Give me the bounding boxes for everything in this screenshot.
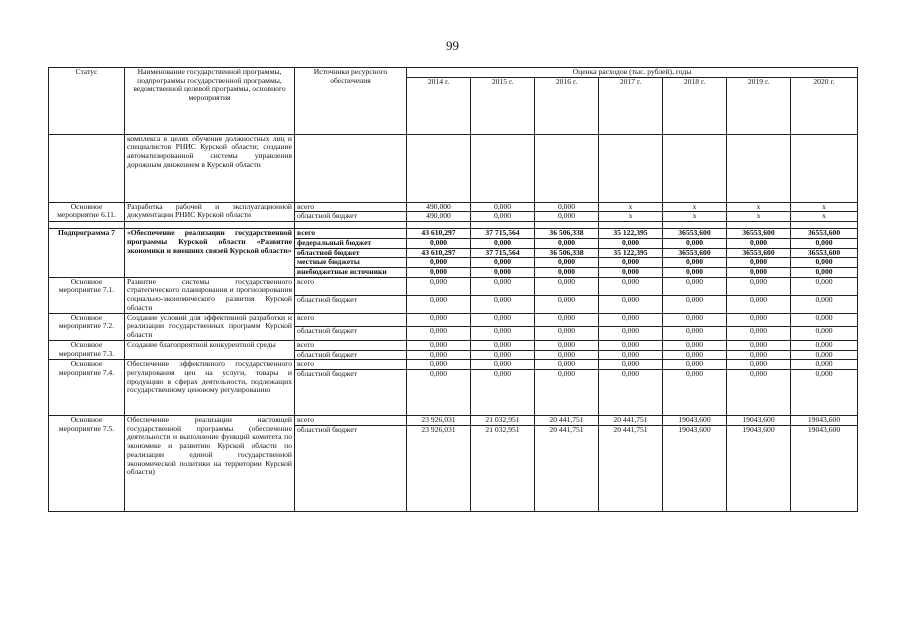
header-row [49,68,858,78]
header-year: 2020 г. [791,77,858,134]
value-cell: 20 441,751 [535,415,599,425]
value-cell: 19043,600 [727,415,791,425]
value-cell: 0,000 [535,327,599,341]
status-cell: Подпрограмма 7 [49,229,125,278]
value-cell: 20 441,751 [599,425,663,511]
header-status: Статус [49,68,125,135]
name-cell: Обеспечение реализации настоящей государственной программы (обеспечение деятельности и выполнение функций комитета по экономике и развитию Курской области по реализации единой государственной экономической политики на территории Курской области) [125,415,295,511]
header-year: 2014 г. [407,77,471,134]
table-row [49,134,858,202]
value-cell: 0,000 [727,327,791,341]
name-cell: Создание благоприятной конкурентной среды [125,340,295,359]
table-row [49,415,858,425]
value-cell: 0,000 [535,238,599,248]
value-cell: 0,000 [407,238,471,248]
source-cell: областной бюджет [295,248,407,258]
value-cell: 0,000 [663,277,727,295]
value-cell: 0,000 [599,327,663,341]
value-cell: 20 441,751 [535,425,599,511]
header-source: Источники ресурсного обеспечения [295,68,407,135]
value-cell: 43 610,297 [407,229,471,239]
source-cell: всего [295,202,407,212]
value-cell: 19043,600 [663,425,727,511]
value-cell: 0,000 [663,268,727,278]
value-cell: 0,000 [407,277,471,295]
status-cell: Основное мероприятие 6.11. [49,202,125,221]
value-cell: x [727,212,791,222]
value-cell: 35 122,395 [599,229,663,239]
value-cell: 0,000 [727,258,791,268]
status-cell [49,134,125,202]
value-cell: 0,000 [791,360,858,370]
value-cell: 0,000 [599,268,663,278]
header-year: 2019 г. [727,77,791,134]
value-cell: 0,000 [535,277,599,295]
value-cell: x [663,212,727,222]
header-year: 2017 г. [599,77,663,134]
value-cell: 0,000 [407,268,471,278]
source-cell: областной бюджет [295,295,407,313]
source-cell: всего [295,340,407,350]
value-cell: x [599,202,663,212]
value-cell: 0,000 [791,295,858,313]
value-cell: 0,000 [471,295,535,313]
header-name: Наименование государственной программы, подпрограммы государственной программы, ведомственной целевой программы, основного мероприятия [125,68,295,135]
value-cell: 0,000 [599,313,663,327]
value-cell: x [727,202,791,212]
value-cell: 0,000 [663,238,727,248]
value-cell: 21 032,951 [471,425,535,511]
value-cell: 0,000 [535,369,599,415]
value-cell: 0,000 [535,295,599,313]
value-cell: 21 032,951 [471,415,535,425]
value-cell: 36553,600 [727,248,791,258]
value-cell: 36553,600 [791,229,858,239]
name-cell: Разработка рабочей и эксплуатационной документации РНИС Курской области [125,202,295,221]
value-cell: 0,000 [407,340,471,350]
value-cell: 490,000 [407,212,471,222]
table-row [49,360,858,370]
value-cell: 0,000 [727,277,791,295]
value-cell: 0,000 [599,340,663,350]
value-cell: 36553,600 [663,229,727,239]
value-cell: 0,000 [535,212,599,222]
value-cell: 0,000 [599,350,663,360]
value-cell: 0,000 [535,202,599,212]
value-cell: 0,000 [727,268,791,278]
value-cell: 0,000 [407,369,471,415]
value-cell: 0,000 [471,313,535,327]
value-cell: 0,000 [791,313,858,327]
value-cell: x [599,212,663,222]
header-year: 2016 г. [535,77,599,134]
value-cell: 19043,600 [791,425,858,511]
value-cell: 0,000 [599,258,663,268]
value-cell: 0,000 [663,295,727,313]
value-cell: 0,000 [471,268,535,278]
name-cell: Создание условий для эффективной разработки и реализации государственных программ Курской области [125,313,295,340]
value-cell: 37 715,564 [471,229,535,239]
value-cell: 36553,600 [663,248,727,258]
value-cell: 0,000 [791,327,858,341]
value-cell: 19043,600 [663,415,727,425]
value-cell: 0,000 [407,350,471,360]
value-cell: 0,000 [727,295,791,313]
value-cell: 37 715,564 [471,248,535,258]
value-cell: 0,000 [471,340,535,350]
source-cell: всего [295,277,407,295]
value-cell: 0,000 [535,268,599,278]
value-cell: 36553,600 [727,229,791,239]
status-cell: Основное мероприятие 7.1. [49,277,125,313]
table-row [49,277,858,295]
header-year: 2015 г. [471,77,535,134]
value-cell: 0,000 [727,369,791,415]
value-cell: 0,000 [407,327,471,341]
value-cell: 36 506,338 [535,248,599,258]
value-cell: 0,000 [407,360,471,370]
value-cell: 0,000 [535,350,599,360]
value-cell: 0,000 [727,238,791,248]
value-cell: 19043,600 [727,425,791,511]
value-cell: 0,000 [727,340,791,350]
value-cell: 0,000 [599,360,663,370]
source-cell: всего [295,415,407,425]
value-cell: 0,000 [791,350,858,360]
value-cell: 0,000 [407,295,471,313]
value-cell: 0,000 [471,350,535,360]
status-cell: Основное мероприятие 7.4. [49,360,125,416]
value-cell: 0,000 [663,350,727,360]
value-cell: 0,000 [535,258,599,268]
status-cell: Основное мероприятие 7.3. [49,340,125,359]
value-cell: 23 926,031 [407,415,471,425]
value-cell: 0,000 [471,258,535,268]
table-row [49,229,858,239]
source-cell: федеральный бюджет [295,238,407,248]
value-cell: 0,000 [791,238,858,248]
table-row [49,313,858,327]
value-cell: 0,000 [535,360,599,370]
status-cell: Основное мероприятие 7.5. [49,415,125,511]
header-year: 2018 г. [663,77,727,134]
value-cell: 490,000 [407,202,471,212]
value-cell: 36 506,338 [535,229,599,239]
status-cell: Основное мероприятие 7.2. [49,313,125,340]
value-cell: 0,000 [663,369,727,415]
name-cell: Развитие системы государственного стратегического планирования и прогнозирования социально-экономического развития Курской области [125,277,295,313]
source-cell: областной бюджет [295,212,407,222]
value-cell: 19043,600 [791,415,858,425]
source-cell: всего [295,360,407,370]
value-cell: x [791,202,858,212]
value-cell: 0,000 [663,327,727,341]
value-cell: 0,000 [791,258,858,268]
value-cell: 0,000 [471,369,535,415]
value-cell: 20 441,751 [599,415,663,425]
separator-row [49,222,858,229]
name-cell: «Обеспечение реализации государственной программы Курской области «Развитие экономики и внешних связей Курской области» [125,229,295,278]
value-cell: 23 926,031 [407,425,471,511]
value-cell: 0,000 [535,313,599,327]
value-cell: 43 610,297 [407,248,471,258]
value-cell: 0,000 [407,313,471,327]
table-row [49,340,858,350]
value-cell: 0,000 [599,238,663,248]
value-cell: x [663,202,727,212]
budget-table [48,67,858,512]
value-cell: 0,000 [407,258,471,268]
page-number: 99 [446,38,459,53]
value-cell: 0,000 [791,340,858,350]
value-cell: 0,000 [663,313,727,327]
value-cell: 0,000 [791,369,858,415]
name-cell: комплекса в целях обучения должностных лиц и специалистов РНИС Курской области; создание автоматизированной системы управления дорожным движением в Курской области [125,134,295,202]
source-cell [295,134,407,202]
table-row [49,202,858,212]
value-cell: 0,000 [663,258,727,268]
value-cell: 0,000 [727,350,791,360]
value-cell: 0,000 [471,238,535,248]
source-cell: местные бюджеты [295,258,407,268]
source-cell: областной бюджет [295,425,407,511]
source-cell: внебюджетные источники [295,268,407,278]
value-cell: 0,000 [791,277,858,295]
value-cell: 0,000 [727,313,791,327]
value-cell: 0,000 [663,360,727,370]
value-cell: 0,000 [599,295,663,313]
source-cell: областной бюджет [295,350,407,360]
header-estimate: Оценка расходов (тыс. рублей), годы [407,68,858,78]
source-cell: областной бюджет [295,327,407,341]
value-cell: 0,000 [471,212,535,222]
value-cell: 0,000 [663,340,727,350]
source-cell: всего [295,229,407,239]
value-cell: 0,000 [535,340,599,350]
value-cell: 0,000 [727,360,791,370]
value-cell: 0,000 [471,360,535,370]
value-cell: 0,000 [471,202,535,212]
source-cell: областной бюджет [295,369,407,415]
value-cell: 0,000 [471,327,535,341]
value-cell: 36553,600 [791,248,858,258]
name-cell: Обеспечение эффективного государственного регулирования цен на услуги, товары и продукцию в сферах деятельности, подлежащих государственному ценовому регулированию [125,360,295,416]
source-cell: всего [295,313,407,327]
value-cell: 35 122,395 [599,248,663,258]
value-cell: 0,000 [599,277,663,295]
value-cell: 0,000 [791,268,858,278]
value-cell: 0,000 [471,277,535,295]
value-cell: 0,000 [599,369,663,415]
value-cell: x [791,212,858,222]
